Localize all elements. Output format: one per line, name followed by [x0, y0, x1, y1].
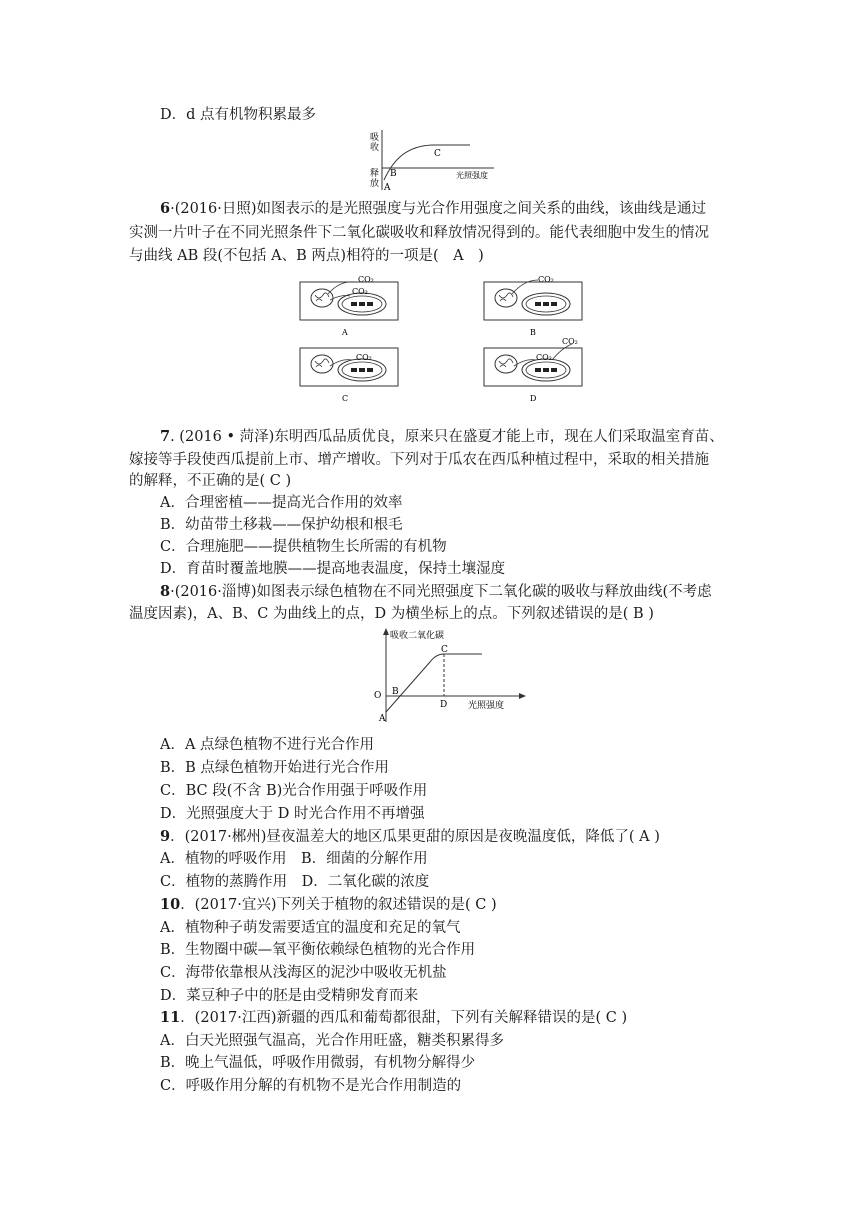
fig6-a-co2-inner: CO₂: [352, 287, 368, 296]
q6-number: 6: [160, 200, 171, 217]
fig8-label-d: D: [440, 700, 448, 710]
q7-number: 7: [160, 428, 171, 445]
fig6-caption-d: D: [530, 394, 537, 403]
q8-line-2: 温度因素)，A、B、C 为曲线上的点，D 为横坐标上的点。下列叙述错误的是( B ): [129, 606, 654, 622]
fig5-y-top2: 收: [370, 143, 380, 153]
fig5-y-top1: 吸: [370, 133, 380, 143]
q8-line-1: 8·(2016·淄博)如图表示绿色植物在不同光照强度下二氧化碳的吸收与释放曲线(不考虑: [160, 583, 712, 600]
q6-line-2: 实测一片叶子在不同光照条件下二氧化碳吸收和释放情况得到的。能代表细胞中发生的情况: [129, 225, 709, 241]
fig8-label-o: O: [374, 691, 382, 701]
q5-option-d: D．d 点有机物积累最多: [160, 107, 317, 123]
fig6-caption-b: B: [530, 328, 536, 337]
q7-line-3: 的解释，不正确的是( C ): [129, 473, 292, 489]
fig6-d-co2-inner: CO₂: [536, 353, 552, 362]
fig6-caption-c: C: [342, 394, 349, 403]
q10-option-a: A．植物种子萌发需要适宜的温度和充足的氧气: [160, 920, 461, 936]
q6-cell-diagrams: [290, 270, 590, 410]
q11-number: 11: [160, 1009, 181, 1026]
q7-option-b: B．幼苗带土移栽——保护幼根和根毛: [160, 517, 403, 533]
fig8-label-c: C: [441, 645, 448, 655]
q11-option-b: B．晚上气温低，呼吸作用微弱，有机物分解得少: [160, 1055, 476, 1071]
q8-number: 8: [160, 583, 171, 600]
fig6-d-co2-out: CO₂: [562, 337, 578, 346]
q8-option-c: C．BC 段(不含 B)光合作用强于呼吸作用: [160, 783, 428, 799]
q9-options-cd: C．植物的蒸腾作用 D．二氧化碳的浓度: [160, 874, 430, 890]
q9-options-ab: A．植物的呼吸作用 B．细菌的分解作用: [160, 851, 428, 867]
fig5-label-c: C: [434, 149, 441, 159]
q10-option-b: B．生物圈中碳—氧平衡依赖绿色植物的光合作用: [160, 942, 476, 958]
q10-number: 10: [160, 896, 181, 913]
q7-line-2: 嫁接等手段使西瓜提前上市、增产增收。下列对于瓜农在西瓜种植过程中，采取的相关措施: [129, 452, 709, 468]
q10-option-d: D．菜豆种子中的胚是由受精卵发育而来: [160, 988, 419, 1004]
q11-option-a: A．白天光照强气温高，光合作用旺盛，糖类积累得多: [160, 1033, 504, 1049]
fig8-ylabel: 吸收二氧化碳: [390, 631, 445, 641]
q10-line-1: 10．(2017·宜兴)下列关于植物的叙述错误的是( C ): [160, 896, 497, 913]
q8-option-d: D．光照强度大于 D 时光合作用不再增强: [160, 806, 425, 822]
q7-line-1: 7. (2016 • 菏泽)东明西瓜品质优良，原来只在盛夏才能上市，现在人们采取温室育苗、: [160, 428, 724, 445]
fig5-y-bot2: 放: [370, 179, 380, 189]
fig6-c-co2: CO₂: [356, 353, 372, 362]
q8-option-a: A．A 点绿色植物不进行光合作用: [160, 737, 375, 753]
fig5-y-bot1: 释: [370, 169, 380, 179]
q11-line-1: 11．(2017·江西)新疆的西瓜和葡萄都很甜，下列有关解释错误的是( C ): [160, 1009, 628, 1026]
fig6-caption-a: A: [342, 328, 348, 337]
q8-option-b: B．B 点绿色植物开始进行光合作用: [160, 760, 389, 776]
fig6-a-co2-top: CO₂: [358, 275, 374, 284]
q11-option-c: C．呼吸作用分解的有机物不是光合作用制造的: [160, 1078, 462, 1094]
q10-option-c: C．海带依靠根从浅海区的泥沙中吸收无机盐: [160, 965, 447, 981]
q7-option-d: D．育苗时覆盖地膜——提高地表温度，保持土壤湿度: [160, 561, 506, 577]
fig5-xlabel: 光照强度: [456, 171, 488, 180]
fig5-label-a: A: [384, 183, 391, 192]
fig8-label-a: A: [379, 714, 386, 724]
q9-line-1: 9．(2017·郴州)昼夜温差大的地区瓜果更甜的原因是夜晚温度低，降低了( A ): [160, 828, 660, 845]
q6-line-1: 6·(2016·日照)如图表示的是光照强度与光合作用强度之间关系的曲线，该曲线是通过: [160, 200, 707, 217]
q6-line-3: 与曲线 AB 段(不包括 A、B 两点)相符的一项是( A ): [129, 248, 484, 264]
q7-option-c: C．合理施肥——提供植物生长所需的有机物: [160, 539, 447, 555]
q8-curve-figure: [370, 626, 530, 726]
fig6-b-co2: CO₂: [538, 275, 554, 284]
fig5-label-b: B: [390, 169, 397, 179]
fig8-label-b: B: [392, 687, 399, 697]
q5-curve-figure: [360, 128, 500, 192]
q7-option-a: A．合理密植——提高光合作用的效率: [160, 495, 403, 511]
q9-number: 9: [160, 828, 171, 845]
fig8-xlabel: 光照强度: [468, 701, 505, 711]
